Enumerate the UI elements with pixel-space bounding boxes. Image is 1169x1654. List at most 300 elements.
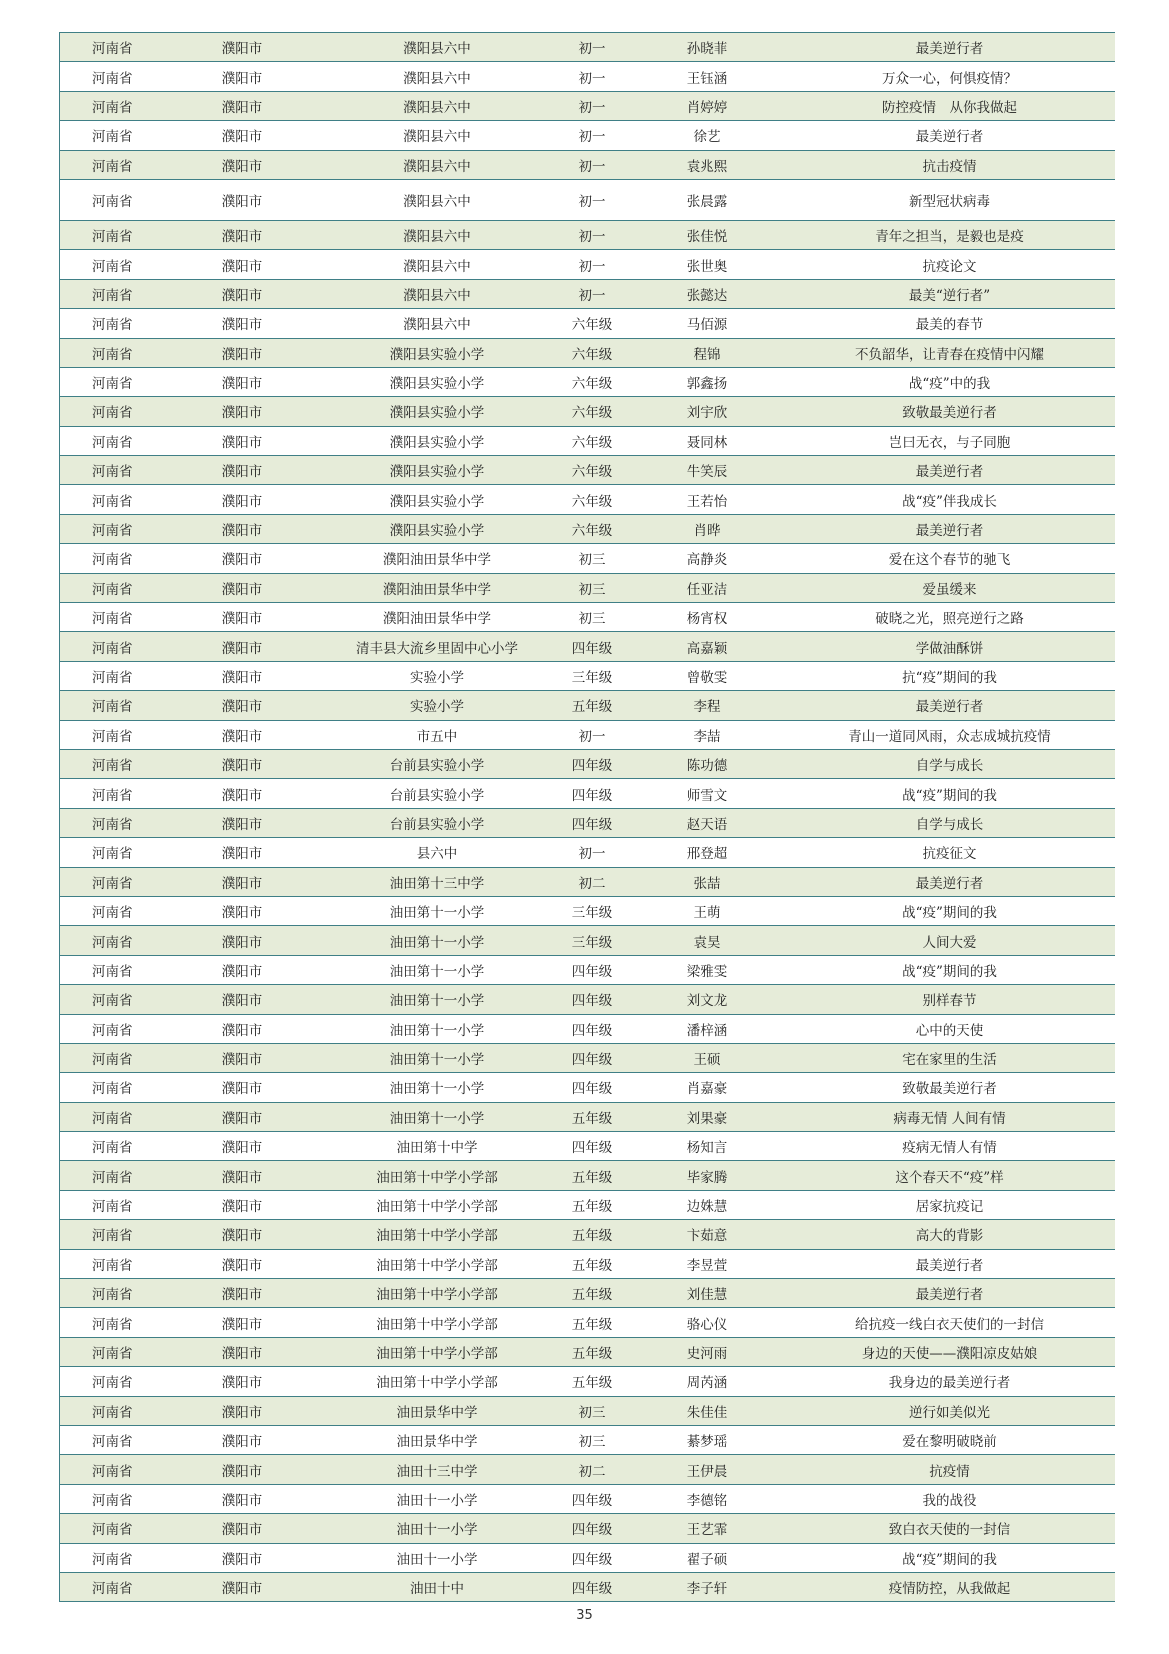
city-cell: 濮阳市 (165, 632, 320, 661)
grade-cell: 四年级 (555, 1514, 630, 1543)
province-cell: 河南省 (60, 1014, 165, 1043)
essay-title-cell: 万众一心，何惧疫情？ (785, 62, 1115, 91)
table-row (60, 1484, 1115, 1513)
table-row (60, 661, 1115, 690)
table-row (60, 896, 1115, 925)
student-name-cell: 骆心仪 (630, 1308, 785, 1337)
essay-title-cell: 最美的春节 (785, 309, 1115, 338)
city-cell: 濮阳市 (165, 544, 320, 573)
city-cell: 濮阳市 (165, 1514, 320, 1543)
table-row (60, 279, 1115, 308)
table-row (60, 250, 1115, 279)
school-cell: 油田第十一小学 (320, 985, 555, 1014)
school-cell: 台前县实验小学 (320, 749, 555, 778)
school-cell: 油田第十三中学 (320, 867, 555, 896)
student-name-cell: 卞茹意 (630, 1220, 785, 1249)
city-cell: 濮阳市 (165, 838, 320, 867)
city-cell: 濮阳市 (165, 62, 320, 91)
city-cell: 濮阳市 (165, 1220, 320, 1249)
grade-cell: 初三 (555, 603, 630, 632)
entries-table-body (60, 33, 1115, 1602)
student-name-cell: 边姝慧 (630, 1190, 785, 1219)
essay-title-cell: 战“疫”期间的我 (785, 779, 1115, 808)
grade-cell: 初一 (555, 150, 630, 179)
province-cell: 河南省 (60, 1220, 165, 1249)
student-name-cell: 袁兆熙 (630, 150, 785, 179)
table-row (60, 1425, 1115, 1454)
province-cell: 河南省 (60, 1572, 165, 1601)
school-cell: 油田第十一小学 (320, 1043, 555, 1072)
table-row (60, 926, 1115, 955)
school-cell: 油田第十一小学 (320, 1102, 555, 1131)
school-cell: 油田第十一小学 (320, 955, 555, 984)
table-row (60, 1043, 1115, 1072)
province-cell: 河南省 (60, 1543, 165, 1572)
school-cell: 濮阳县六中 (320, 121, 555, 150)
grade-cell: 五年级 (555, 1337, 630, 1366)
grade-cell: 五年级 (555, 1102, 630, 1131)
province-cell: 河南省 (60, 62, 165, 91)
table-row (60, 573, 1115, 602)
student-name-cell: 刘佳慧 (630, 1279, 785, 1308)
school-cell: 油田十三中学 (320, 1455, 555, 1484)
page-number: 35 (576, 1608, 593, 1623)
table-row (60, 1132, 1115, 1161)
school-cell: 油田第十中学小学部 (320, 1161, 555, 1190)
essay-title-cell: 心中的天使 (785, 1014, 1115, 1043)
province-cell: 河南省 (60, 279, 165, 308)
grade-cell: 四年级 (555, 1043, 630, 1072)
grade-cell: 五年级 (555, 1190, 630, 1219)
city-cell: 濮阳市 (165, 1279, 320, 1308)
essay-title-cell: 高大的背影 (785, 1220, 1115, 1249)
grade-cell: 初二 (555, 1455, 630, 1484)
grade-cell: 初一 (555, 838, 630, 867)
essay-title-cell: 致白衣天使的一封信 (785, 1514, 1115, 1543)
province-cell: 河南省 (60, 779, 165, 808)
table-row (60, 1396, 1115, 1425)
school-cell: 濮阳县实验小学 (320, 485, 555, 514)
city-cell: 濮阳市 (165, 1572, 320, 1601)
essay-title-cell: 爱虽缓来 (785, 573, 1115, 602)
student-name-cell: 张懿达 (630, 279, 785, 308)
essay-title-cell: 新型冠状病毒 (785, 179, 1115, 220)
essay-title-cell: 最美逆行者 (785, 1249, 1115, 1278)
essay-title-cell: 学做油酥饼 (785, 632, 1115, 661)
grade-cell: 六年级 (555, 485, 630, 514)
grade-cell: 五年级 (555, 1279, 630, 1308)
entries-table (59, 32, 1115, 1602)
province-cell: 河南省 (60, 250, 165, 279)
student-name-cell: 李昱萱 (630, 1249, 785, 1278)
grade-cell: 四年级 (555, 1073, 630, 1102)
table-row (60, 220, 1115, 249)
student-name-cell: 史河雨 (630, 1337, 785, 1366)
grade-cell: 初一 (555, 250, 630, 279)
grade-cell: 五年级 (555, 1220, 630, 1249)
school-cell: 台前县实验小学 (320, 779, 555, 808)
school-cell: 濮阳油田景华中学 (320, 603, 555, 632)
school-cell: 油田第十中学小学部 (320, 1220, 555, 1249)
city-cell: 濮阳市 (165, 779, 320, 808)
student-name-cell: 刘文龙 (630, 985, 785, 1014)
city-cell: 濮阳市 (165, 603, 320, 632)
table-row (60, 985, 1115, 1014)
city-cell: 濮阳市 (165, 1455, 320, 1484)
grade-cell: 四年级 (555, 1014, 630, 1043)
table-row (60, 603, 1115, 632)
city-cell: 濮阳市 (165, 514, 320, 543)
province-cell: 河南省 (60, 121, 165, 150)
school-cell: 油田第十中学小学部 (320, 1337, 555, 1366)
essay-title-cell: 战“疫”期间的我 (785, 955, 1115, 984)
school-cell: 濮阳县实验小学 (320, 397, 555, 426)
essay-title-cell: 疫情防控，从我做起 (785, 1572, 1115, 1601)
student-name-cell: 邢登超 (630, 838, 785, 867)
table-row (60, 338, 1115, 367)
student-name-cell: 肖嘉豪 (630, 1073, 785, 1102)
city-cell: 濮阳市 (165, 926, 320, 955)
province-cell: 河南省 (60, 1308, 165, 1337)
grade-cell: 初一 (555, 220, 630, 249)
city-cell: 濮阳市 (165, 661, 320, 690)
essay-title-cell: 最美“逆行者” (785, 279, 1115, 308)
province-cell: 河南省 (60, 544, 165, 573)
city-cell: 濮阳市 (165, 1043, 320, 1072)
school-cell: 油田第十中学小学部 (320, 1190, 555, 1219)
province-cell: 河南省 (60, 1367, 165, 1396)
school-cell: 濮阳县六中 (320, 150, 555, 179)
city-cell: 濮阳市 (165, 426, 320, 455)
essay-title-cell: 抗疫征文 (785, 838, 1115, 867)
city-cell: 濮阳市 (165, 150, 320, 179)
student-name-cell: 孙晓菲 (630, 33, 785, 62)
grade-cell: 初三 (555, 1396, 630, 1425)
table-row (60, 1102, 1115, 1131)
student-name-cell: 徐艺 (630, 121, 785, 150)
grade-cell: 三年级 (555, 661, 630, 690)
student-name-cell: 牛笑辰 (630, 456, 785, 485)
province-cell: 河南省 (60, 1249, 165, 1278)
essay-title-cell: 爱在黎明破晓前 (785, 1425, 1115, 1454)
essay-title-cell: 人间大爱 (785, 926, 1115, 955)
school-cell: 实验小学 (320, 691, 555, 720)
city-cell: 濮阳市 (165, 250, 320, 279)
student-name-cell: 张喆 (630, 867, 785, 896)
city-cell: 濮阳市 (165, 338, 320, 367)
province-cell: 河南省 (60, 985, 165, 1014)
table-row (60, 367, 1115, 396)
grade-cell: 初三 (555, 544, 630, 573)
grade-cell: 初一 (555, 179, 630, 220)
province-cell: 河南省 (60, 955, 165, 984)
essay-title-cell: 居家抗疫记 (785, 1190, 1115, 1219)
essay-title-cell: 防控疫情 从你我做起 (785, 91, 1115, 120)
table-row (60, 1190, 1115, 1219)
city-cell: 濮阳市 (165, 309, 320, 338)
table-row (60, 779, 1115, 808)
school-cell: 濮阳县实验小学 (320, 338, 555, 367)
table-row (60, 749, 1115, 778)
grade-cell: 初一 (555, 720, 630, 749)
city-cell: 濮阳市 (165, 691, 320, 720)
essay-title-cell: 最美逆行者 (785, 514, 1115, 543)
student-name-cell: 马佰源 (630, 309, 785, 338)
city-cell: 濮阳市 (165, 220, 320, 249)
student-name-cell: 肖婷婷 (630, 91, 785, 120)
student-name-cell: 王钰涵 (630, 62, 785, 91)
student-name-cell: 李德铭 (630, 1484, 785, 1513)
student-name-cell: 王伊晨 (630, 1455, 785, 1484)
grade-cell: 四年级 (555, 1484, 630, 1513)
table-row (60, 1249, 1115, 1278)
school-cell: 濮阳县实验小学 (320, 426, 555, 455)
student-name-cell: 杨宵权 (630, 603, 785, 632)
grade-cell: 四年级 (555, 985, 630, 1014)
province-cell: 河南省 (60, 603, 165, 632)
essay-title-cell: 战“疫”中的我 (785, 367, 1115, 396)
city-cell: 濮阳市 (165, 121, 320, 150)
school-cell: 油田景华中学 (320, 1425, 555, 1454)
student-name-cell: 李程 (630, 691, 785, 720)
table-row (60, 1455, 1115, 1484)
student-name-cell: 赵天语 (630, 808, 785, 837)
table-row (60, 485, 1115, 514)
province-cell: 河南省 (60, 456, 165, 485)
table-row (60, 33, 1115, 62)
city-cell: 濮阳市 (165, 867, 320, 896)
student-name-cell: 曾敬雯 (630, 661, 785, 690)
student-name-cell: 师雪文 (630, 779, 785, 808)
student-name-cell: 袁昊 (630, 926, 785, 955)
school-cell: 濮阳县六中 (320, 279, 555, 308)
grade-cell: 六年级 (555, 397, 630, 426)
essay-title-cell: 抗击疫情 (785, 150, 1115, 179)
city-cell: 濮阳市 (165, 33, 320, 62)
grade-cell: 四年级 (555, 1572, 630, 1601)
essay-title-cell: 别样春节 (785, 985, 1115, 1014)
table-row (60, 514, 1115, 543)
essay-title-cell: 战“疫”伴我成长 (785, 485, 1115, 514)
essay-title-cell: 自学与成长 (785, 749, 1115, 778)
grade-cell: 初一 (555, 91, 630, 120)
province-cell: 河南省 (60, 1190, 165, 1219)
student-name-cell: 王若怡 (630, 485, 785, 514)
school-cell: 濮阳油田景华中学 (320, 544, 555, 573)
essay-title-cell: 青山一道同风雨，众志成城抗疫情 (785, 720, 1115, 749)
table-row (60, 808, 1115, 837)
essay-title-cell: 这个春天不“疫”样 (785, 1161, 1115, 1190)
province-cell: 河南省 (60, 838, 165, 867)
province-cell: 河南省 (60, 808, 165, 837)
province-cell: 河南省 (60, 1514, 165, 1543)
student-name-cell: 王硕 (630, 1043, 785, 1072)
province-cell: 河南省 (60, 150, 165, 179)
grade-cell: 六年级 (555, 309, 630, 338)
table-row (60, 1308, 1115, 1337)
city-cell: 濮阳市 (165, 456, 320, 485)
table-row (60, 179, 1115, 220)
province-cell: 河南省 (60, 1425, 165, 1454)
grade-cell: 六年级 (555, 367, 630, 396)
city-cell: 濮阳市 (165, 1367, 320, 1396)
student-name-cell: 高静炎 (630, 544, 785, 573)
grade-cell: 四年级 (555, 1132, 630, 1161)
student-name-cell: 毕家腾 (630, 1161, 785, 1190)
city-cell: 濮阳市 (165, 1543, 320, 1572)
city-cell: 濮阳市 (165, 397, 320, 426)
city-cell: 濮阳市 (165, 1190, 320, 1219)
essay-title-cell: 自学与成长 (785, 808, 1115, 837)
table-row (60, 720, 1115, 749)
grade-cell: 初三 (555, 573, 630, 602)
student-name-cell: 王艺霏 (630, 1514, 785, 1543)
province-cell: 河南省 (60, 1132, 165, 1161)
province-cell: 河南省 (60, 1337, 165, 1366)
student-name-cell: 肖晔 (630, 514, 785, 543)
table-row (60, 397, 1115, 426)
student-name-cell: 张晨露 (630, 179, 785, 220)
school-cell: 濮阳县实验小学 (320, 456, 555, 485)
province-cell: 河南省 (60, 1455, 165, 1484)
essay-title-cell: 战“疫”期间的我 (785, 1543, 1115, 1572)
student-name-cell: 周芮涵 (630, 1367, 785, 1396)
province-cell: 河南省 (60, 367, 165, 396)
province-cell: 河南省 (60, 338, 165, 367)
province-cell: 河南省 (60, 1043, 165, 1072)
school-cell: 油田十一小学 (320, 1484, 555, 1513)
grade-cell: 五年级 (555, 1367, 630, 1396)
city-cell: 濮阳市 (165, 485, 320, 514)
city-cell: 濮阳市 (165, 1014, 320, 1043)
province-cell: 河南省 (60, 749, 165, 778)
school-cell: 油田第十中学小学部 (320, 1308, 555, 1337)
table-row (60, 121, 1115, 150)
essay-title-cell: 身边的天使——濮阳凉皮姑娘 (785, 1337, 1115, 1366)
province-cell: 河南省 (60, 485, 165, 514)
school-cell: 油田十中 (320, 1572, 555, 1601)
student-name-cell: 杨知言 (630, 1132, 785, 1161)
student-name-cell: 潘梓涵 (630, 1014, 785, 1043)
table-row (60, 62, 1115, 91)
student-name-cell: 张世奥 (630, 250, 785, 279)
essay-title-cell: 抗疫情 (785, 1455, 1115, 1484)
school-cell: 濮阳县六中 (320, 62, 555, 91)
province-cell: 河南省 (60, 867, 165, 896)
essay-title-cell: 青年之担当，是毅也是疫 (785, 220, 1115, 249)
student-name-cell: 刘果豪 (630, 1102, 785, 1131)
school-cell: 濮阳县六中 (320, 33, 555, 62)
essay-title-cell: 不负韶华，让青春在疫情中闪耀 (785, 338, 1115, 367)
city-cell: 濮阳市 (165, 1484, 320, 1513)
table-row (60, 1220, 1115, 1249)
school-cell: 油田第十中学小学部 (320, 1367, 555, 1396)
table-row (60, 1161, 1115, 1190)
province-cell: 河南省 (60, 309, 165, 338)
city-cell: 濮阳市 (165, 1132, 320, 1161)
essay-title-cell: 破晓之光，照亮逆行之路 (785, 603, 1115, 632)
city-cell: 濮阳市 (165, 1425, 320, 1454)
student-name-cell: 郭鑫扬 (630, 367, 785, 396)
province-cell: 河南省 (60, 1161, 165, 1190)
city-cell: 濮阳市 (165, 573, 320, 602)
school-cell: 清丰县大流乡里固中心小学 (320, 632, 555, 661)
city-cell: 濮阳市 (165, 985, 320, 1014)
grade-cell: 五年级 (555, 1249, 630, 1278)
school-cell: 濮阳县实验小学 (320, 367, 555, 396)
table-row (60, 544, 1115, 573)
province-cell: 河南省 (60, 33, 165, 62)
grade-cell: 初三 (555, 1425, 630, 1454)
province-cell: 河南省 (60, 91, 165, 120)
table-row (60, 1279, 1115, 1308)
school-cell: 油田十一小学 (320, 1514, 555, 1543)
grade-cell: 六年级 (555, 514, 630, 543)
school-cell: 油田第十一小学 (320, 1073, 555, 1102)
city-cell: 濮阳市 (165, 1073, 320, 1102)
student-name-cell: 李子轩 (630, 1572, 785, 1601)
table-row (60, 1337, 1115, 1366)
city-cell: 濮阳市 (165, 1337, 320, 1366)
grade-cell: 初一 (555, 121, 630, 150)
province-cell: 河南省 (60, 1102, 165, 1131)
essay-title-cell: 我身边的最美逆行者 (785, 1367, 1115, 1396)
grade-cell: 五年级 (555, 1308, 630, 1337)
school-cell: 濮阳县六中 (320, 179, 555, 220)
province-cell: 河南省 (60, 896, 165, 925)
student-name-cell: 高嘉颖 (630, 632, 785, 661)
essay-title-cell: 岂曰无衣，与子同胞 (785, 426, 1115, 455)
school-cell: 濮阳县实验小学 (320, 514, 555, 543)
city-cell: 濮阳市 (165, 720, 320, 749)
school-cell: 油田十一小学 (320, 1543, 555, 1572)
province-cell: 河南省 (60, 926, 165, 955)
table-row (60, 1367, 1115, 1396)
province-cell: 河南省 (60, 426, 165, 455)
province-cell: 河南省 (60, 573, 165, 602)
essay-title-cell: 宅在家里的生活 (785, 1043, 1115, 1072)
school-cell: 实验小学 (320, 661, 555, 690)
province-cell: 河南省 (60, 514, 165, 543)
province-cell: 河南省 (60, 661, 165, 690)
city-cell: 濮阳市 (165, 896, 320, 925)
school-cell: 油田第十一小学 (320, 896, 555, 925)
school-cell: 濮阳县六中 (320, 309, 555, 338)
province-cell: 河南省 (60, 179, 165, 220)
grade-cell: 初一 (555, 279, 630, 308)
school-cell: 濮阳油田景华中学 (320, 573, 555, 602)
essay-title-cell: 抗“疫”期间的我 (785, 661, 1115, 690)
city-cell: 濮阳市 (165, 1308, 320, 1337)
school-cell: 市五中 (320, 720, 555, 749)
table-row (60, 426, 1115, 455)
city-cell: 濮阳市 (165, 1396, 320, 1425)
table-row (60, 309, 1115, 338)
table-row (60, 91, 1115, 120)
grade-cell: 四年级 (555, 1543, 630, 1572)
province-cell: 河南省 (60, 397, 165, 426)
student-name-cell: 綦梦瑶 (630, 1425, 785, 1454)
grade-cell: 四年级 (555, 779, 630, 808)
school-cell: 濮阳县六中 (320, 250, 555, 279)
city-cell: 濮阳市 (165, 955, 320, 984)
essay-title-cell: 逆行如美似光 (785, 1396, 1115, 1425)
grade-cell: 四年级 (555, 632, 630, 661)
student-name-cell: 刘宇欣 (630, 397, 785, 426)
city-cell: 濮阳市 (165, 749, 320, 778)
essay-title-cell: 最美逆行者 (785, 456, 1115, 485)
student-name-cell: 张佳悦 (630, 220, 785, 249)
